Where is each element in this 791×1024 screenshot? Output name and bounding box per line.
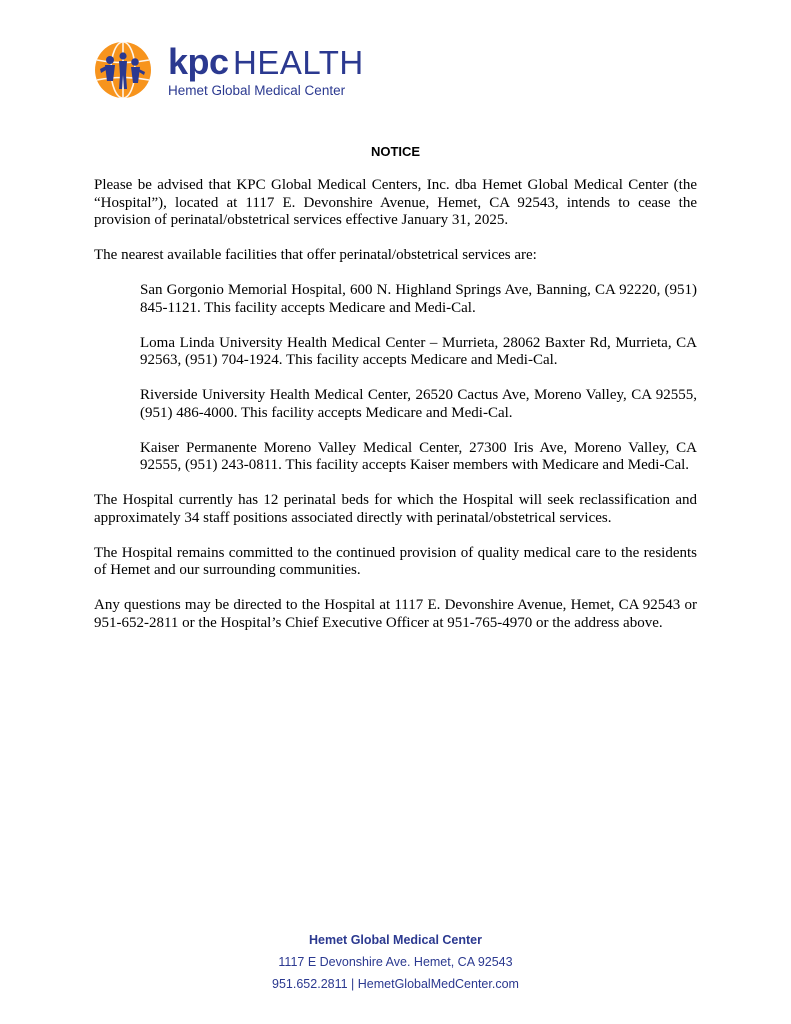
notice-body [94,177,697,650]
facility-item: Loma Linda University Health Medical Center – Murrieta, 28062 Baxter Rd, Murrieta, CA 92563, (951) 704-1924. This facility accepts Medicare and Medi-Cal. [140,334,697,368]
page-title: NOTICE [370,144,421,159]
brand-secondary: HEALTH [233,44,364,81]
brand-subtitle: Hemet Global Medical Center [168,83,346,98]
globe-with-people-icon [94,41,152,99]
beds-paragraph: The Hospital currently has 12 perinatal beds for which the Hospital will seek reclassification and approximately 34 staff positions associated directly with perinatal/obstetrical services. [94,492,697,526]
footer-contact: 951.652.2811 | HemetGlobalMedCenter.com [272,977,519,991]
facility-item: San Gorgonio Memorial Hospital, 600 N. Highland Springs Ave, Banning, CA 92220, (951) 845-1121. This facility accepts Medicare and Medi-Cal. [140,282,697,316]
brand-wordmark [168,41,364,98]
footer-name: Hemet Global Medical Center [309,933,482,947]
facility-item: Riverside University Health Medical Center, 26520 Cactus Ave, Moreno Valley, CA 92555, (951) 486-4000. This facility accepts Medicare and Medi-Cal. [140,387,697,421]
facilities-intro-paragraph: The nearest available facilities that offer perinatal/obstetrical services are: [94,247,537,263]
brand-primary: kpc [168,41,229,82]
intro-paragraph: Please be advised that KPC Global Medical Centers, Inc. dba Hemet Global Medical Center (the “Hospital”), located at 1117 E. Devonshire Avenue, Hemet, CA 92543, intends to cease the provision of perinatal/obstetrical services effective January 31, 2025. [94,177,697,228]
footer-address: 1117 E Devonshire Ave. Hemet, CA 92543 [278,955,513,969]
facility-item: Kaiser Permanente Moreno Valley Medical Center, 27300 Iris Ave, Moreno Valley, CA 92555, (951) 243-0811. This facility accepts Kaiser members with Medicare and Medi-Cal. [140,439,697,473]
contact-paragraph: Any questions may be directed to the Hospital at 1117 E. Devonshire Avenue, Hemet, CA 92543 or 951-652-2811 or the Hospital’s Chief Executive Officer at 951-765-4970 or the address above. [94,597,697,631]
footer [0,929,791,995]
commitment-paragraph: The Hospital remains committed to the continued provision of quality medical care to the residents of Hemet and our surrounding communities. [94,544,697,578]
